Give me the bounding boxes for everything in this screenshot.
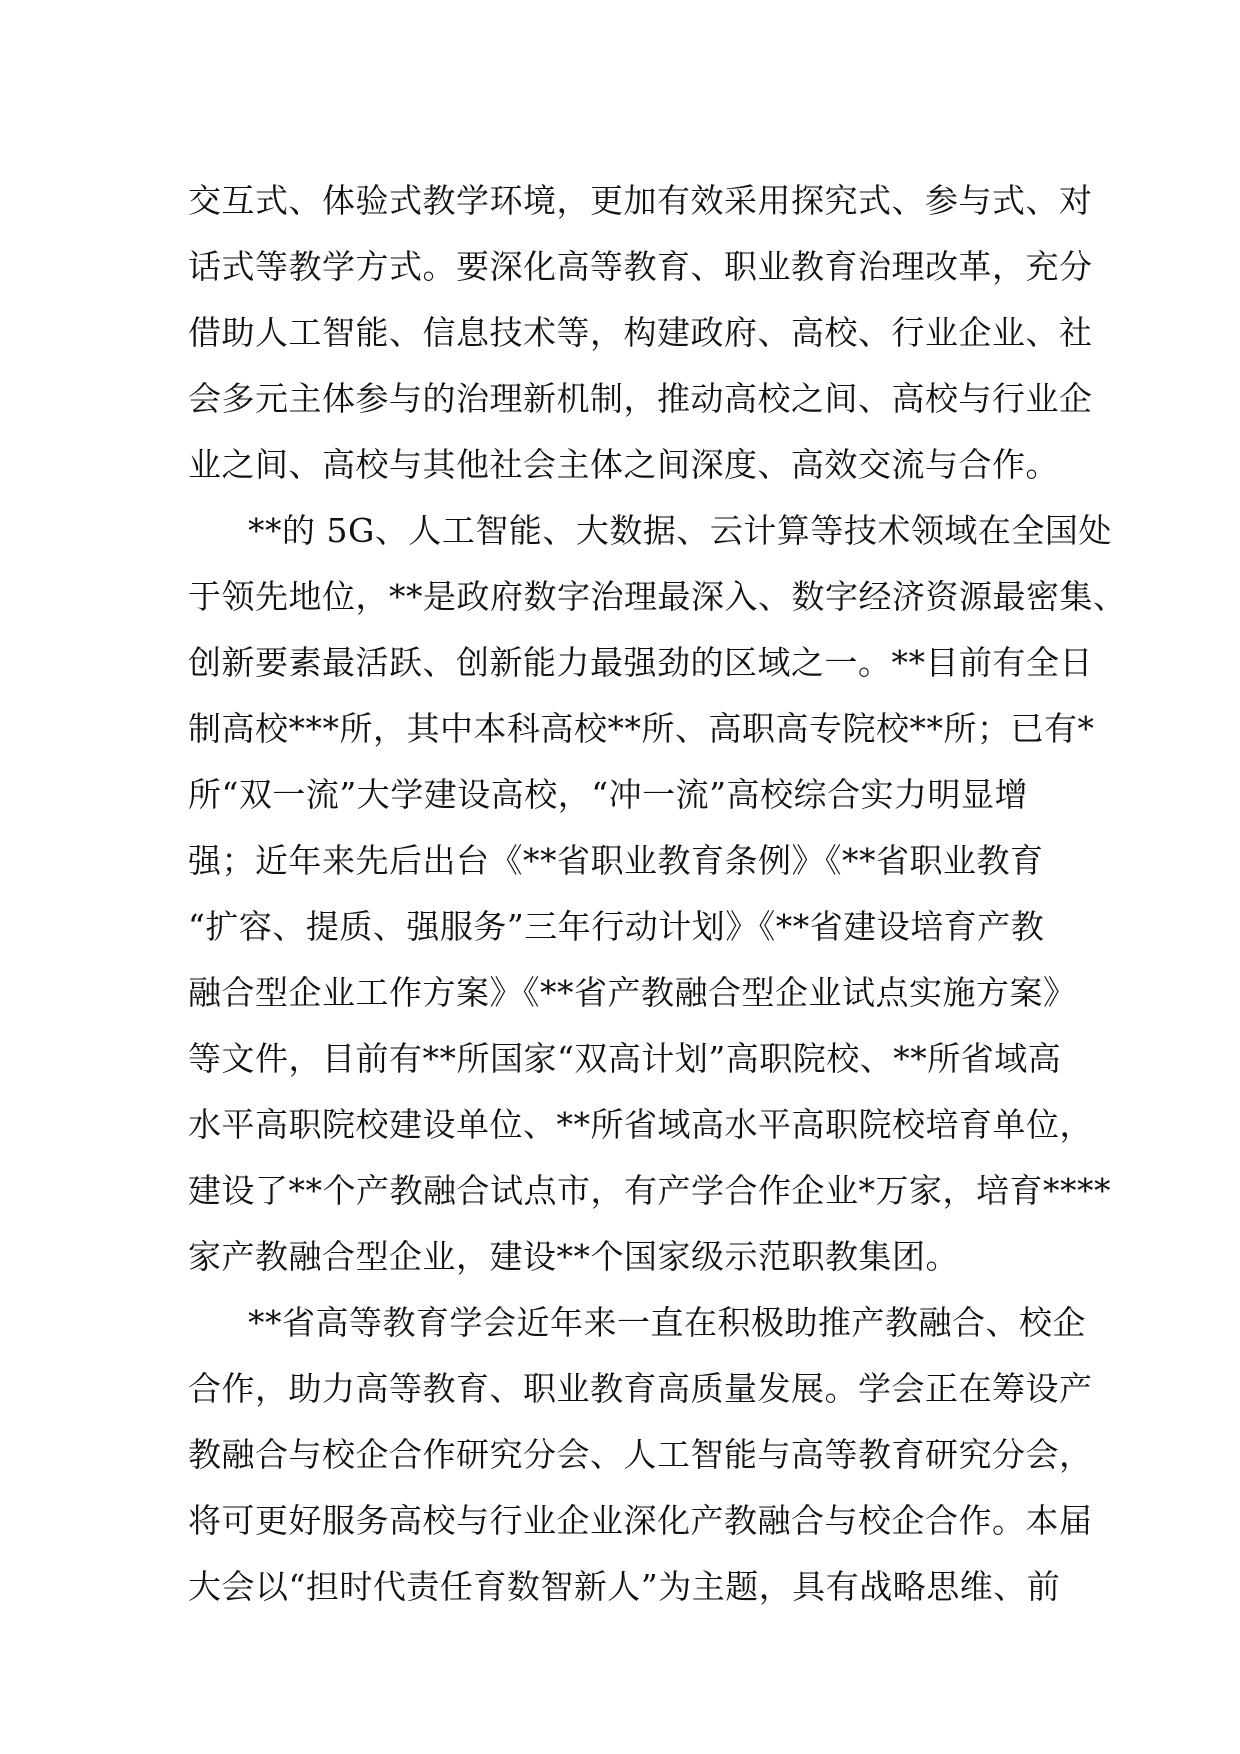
- text-line: 将可更好服务高校与行业企业深化产教融合与校企合作。本届: [188, 1501, 1093, 1540]
- text-line: 所“双一流”大学建设高校，“冲一流”高校综合实力明显增: [188, 775, 1028, 814]
- paragraph-3: [188, 1290, 1093, 1620]
- text-line: 制高校***所，其中本科高校**所、高职高专院校**所；已有*: [188, 709, 1095, 748]
- text-line: 教融合与校企合作研究分会、人工智能与高等教育研究分会，: [188, 1435, 1093, 1474]
- body-text: [188, 168, 1127, 1620]
- text-line: 交互式、体验式教学环境，更加有效采用探究式、参与式、对: [188, 181, 1093, 220]
- paragraph-2: [188, 498, 1127, 1290]
- text-line: 业之间、高校与其他社会主体之间深度、高效交流与合作。: [188, 445, 1059, 484]
- text-line: 家产教融合型企业，建设**个国家级示范职教集团。: [188, 1237, 959, 1276]
- paragraph-1: [188, 168, 1093, 498]
- text-line: 强；近年来先后出台《**省职业教育条例》《**省职业教育: [188, 841, 1044, 880]
- text-line: 大会以“担时代责任育数智新人”为主题，具有战略思维、前: [188, 1567, 1061, 1606]
- text-line: 于领先地位，**是政府数字治理最深入、数字经济资源最密集、: [188, 577, 1127, 616]
- text-line: **省高等教育学会近年来一直在积极助推产教融合、校企: [248, 1303, 1086, 1342]
- text-line: 会多元主体参与的治理新机制，推动高校之间、高校与行业企: [188, 379, 1093, 418]
- text-line: **的 5G、人工智能、大数据、云计算等技术领域在全国处: [248, 511, 1112, 550]
- text-line: 合作，助力高等教育、职业教育高质量发展。学会正在筹设产: [188, 1369, 1093, 1408]
- text-line: 等文件，目前有**所国家“双高计划”高职院校、**所省域高: [188, 1039, 1062, 1078]
- text-line: “扩容、提质、强服务”三年行动计划》《**省建设培育产教: [188, 907, 1045, 946]
- text-line: 水平高职院校建设单位、**所省域高水平高职院校培育单位，: [188, 1105, 1093, 1144]
- text-line: 借助人工智能、信息技术等，构建政府、高校、行业企业、社: [188, 313, 1093, 352]
- text-line: 话式等教学方式。要深化高等教育、职业教育治理改革，充分: [188, 247, 1093, 286]
- text-line: 融合型企业工作方案》《**省产教融合型企业试点实施方案》: [188, 973, 1077, 1012]
- text-line: 建设了**个产教融合试点市，有产学合作企业*万家，培育****: [188, 1171, 1111, 1210]
- text-line: 创新要素最活跃、创新能力最强劲的区域之一。**目前有全日: [188, 643, 1093, 682]
